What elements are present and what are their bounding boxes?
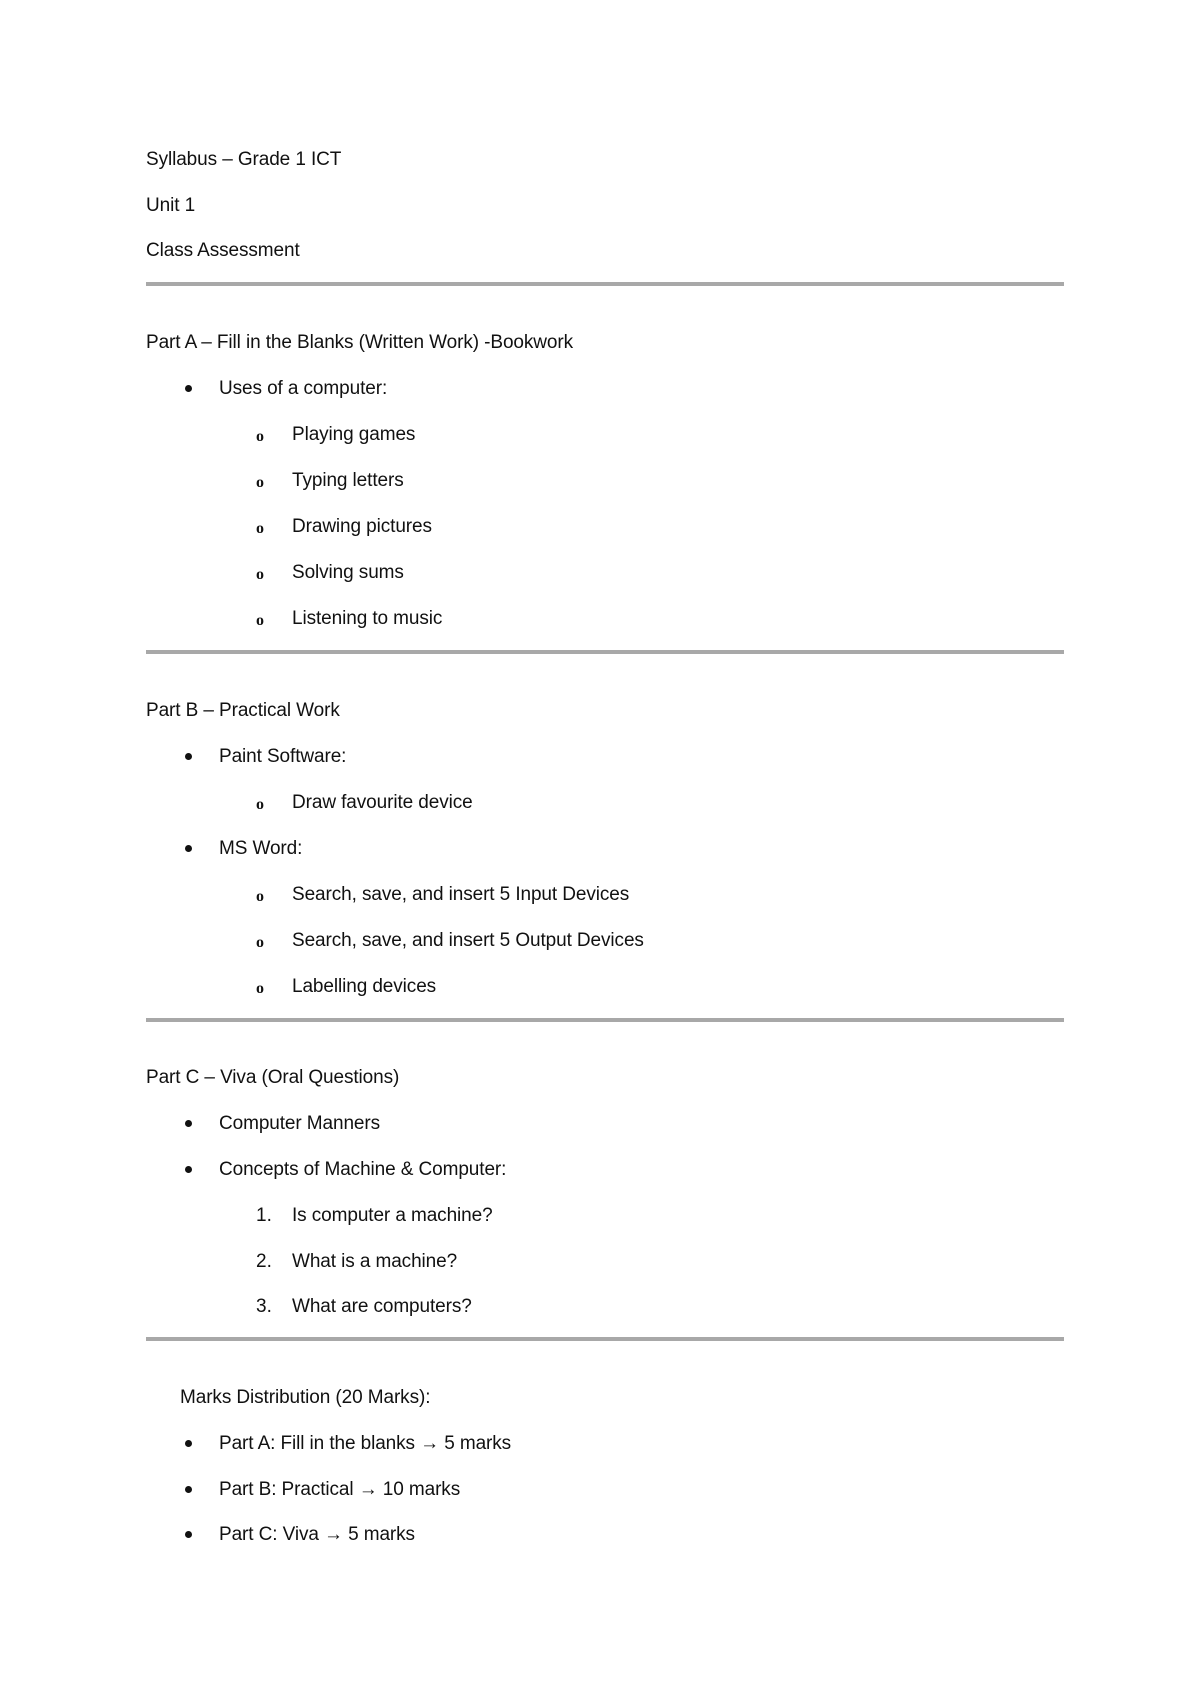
list-item: Search, save, and insert 5 Input Devices: [292, 884, 630, 905]
sub-bullet-marker: o: [256, 474, 264, 491]
divider: [146, 1018, 1064, 1022]
sub-bullet-marker: o: [256, 934, 264, 951]
sub-bullet-marker: o: [256, 980, 264, 997]
part-b-heading: Part B – Practical Work: [146, 700, 340, 721]
sub-bullet-marker: o: [256, 796, 264, 813]
document-title: Syllabus – Grade 1 ICT: [146, 149, 342, 170]
list-item: Typing letters: [292, 470, 404, 491]
bullet-dot: [185, 385, 192, 392]
sub-bullet-marker: o: [256, 566, 264, 583]
bullet-dot: [185, 1486, 192, 1493]
divider: [146, 650, 1064, 654]
bullet-dot: [185, 1120, 192, 1127]
question-number: 3.: [256, 1296, 272, 1317]
list-item: Drawing pictures: [292, 516, 432, 537]
part-a-heading: Part A – Fill in the Blanks (Written Work) -Bookwork: [146, 332, 574, 353]
question-text: What are computers?: [292, 1296, 472, 1317]
part-b-bullet-word: MS Word:: [219, 838, 303, 859]
list-item: Playing games: [292, 424, 416, 445]
sub-bullet-marker: o: [256, 888, 264, 905]
part-c-heading: Part C – Viva (Oral Questions): [146, 1067, 400, 1088]
marks-item: Part C: Viva → 5 marks: [219, 1524, 415, 1545]
question-text: What is a machine?: [292, 1251, 458, 1272]
list-item: Solving sums: [292, 562, 404, 583]
unit-label: Unit 1: [146, 195, 196, 216]
part-c-bullet-manners: Computer Manners: [219, 1113, 381, 1134]
marks-item: Part B: Practical → 10 marks: [219, 1479, 461, 1500]
assessment-label: Class Assessment: [146, 240, 300, 261]
marks-item: Part A: Fill in the blanks → 5 marks: [219, 1433, 512, 1454]
bullet-dot: [185, 1166, 192, 1173]
part-c-bullet-concepts: Concepts of Machine & Computer:: [219, 1159, 507, 1180]
marks-heading: Marks Distribution (20 Marks):: [180, 1387, 431, 1408]
bullet-dot: [185, 1440, 192, 1447]
sub-bullet-marker: o: [256, 520, 264, 537]
question-text: Is computer a machine?: [292, 1205, 493, 1226]
divider: [146, 1337, 1064, 1341]
sub-bullet-marker: o: [256, 428, 264, 445]
list-item: Labelling devices: [292, 976, 437, 997]
bullet-dot: [185, 753, 192, 760]
list-item: Listening to music: [292, 608, 443, 629]
question-number: 2.: [256, 1251, 272, 1272]
bullet-dot: [185, 845, 192, 852]
part-b-bullet-paint: Paint Software:: [219, 746, 347, 767]
divider: [146, 282, 1064, 286]
question-number: 1.: [256, 1205, 272, 1226]
list-item: Draw favourite device: [292, 792, 473, 813]
list-item: Search, save, and insert 5 Output Devices: [292, 930, 644, 951]
sub-bullet-marker: o: [256, 612, 264, 629]
bullet-dot: [185, 1531, 192, 1538]
part-a-bullet: Uses of a computer:: [219, 378, 388, 399]
